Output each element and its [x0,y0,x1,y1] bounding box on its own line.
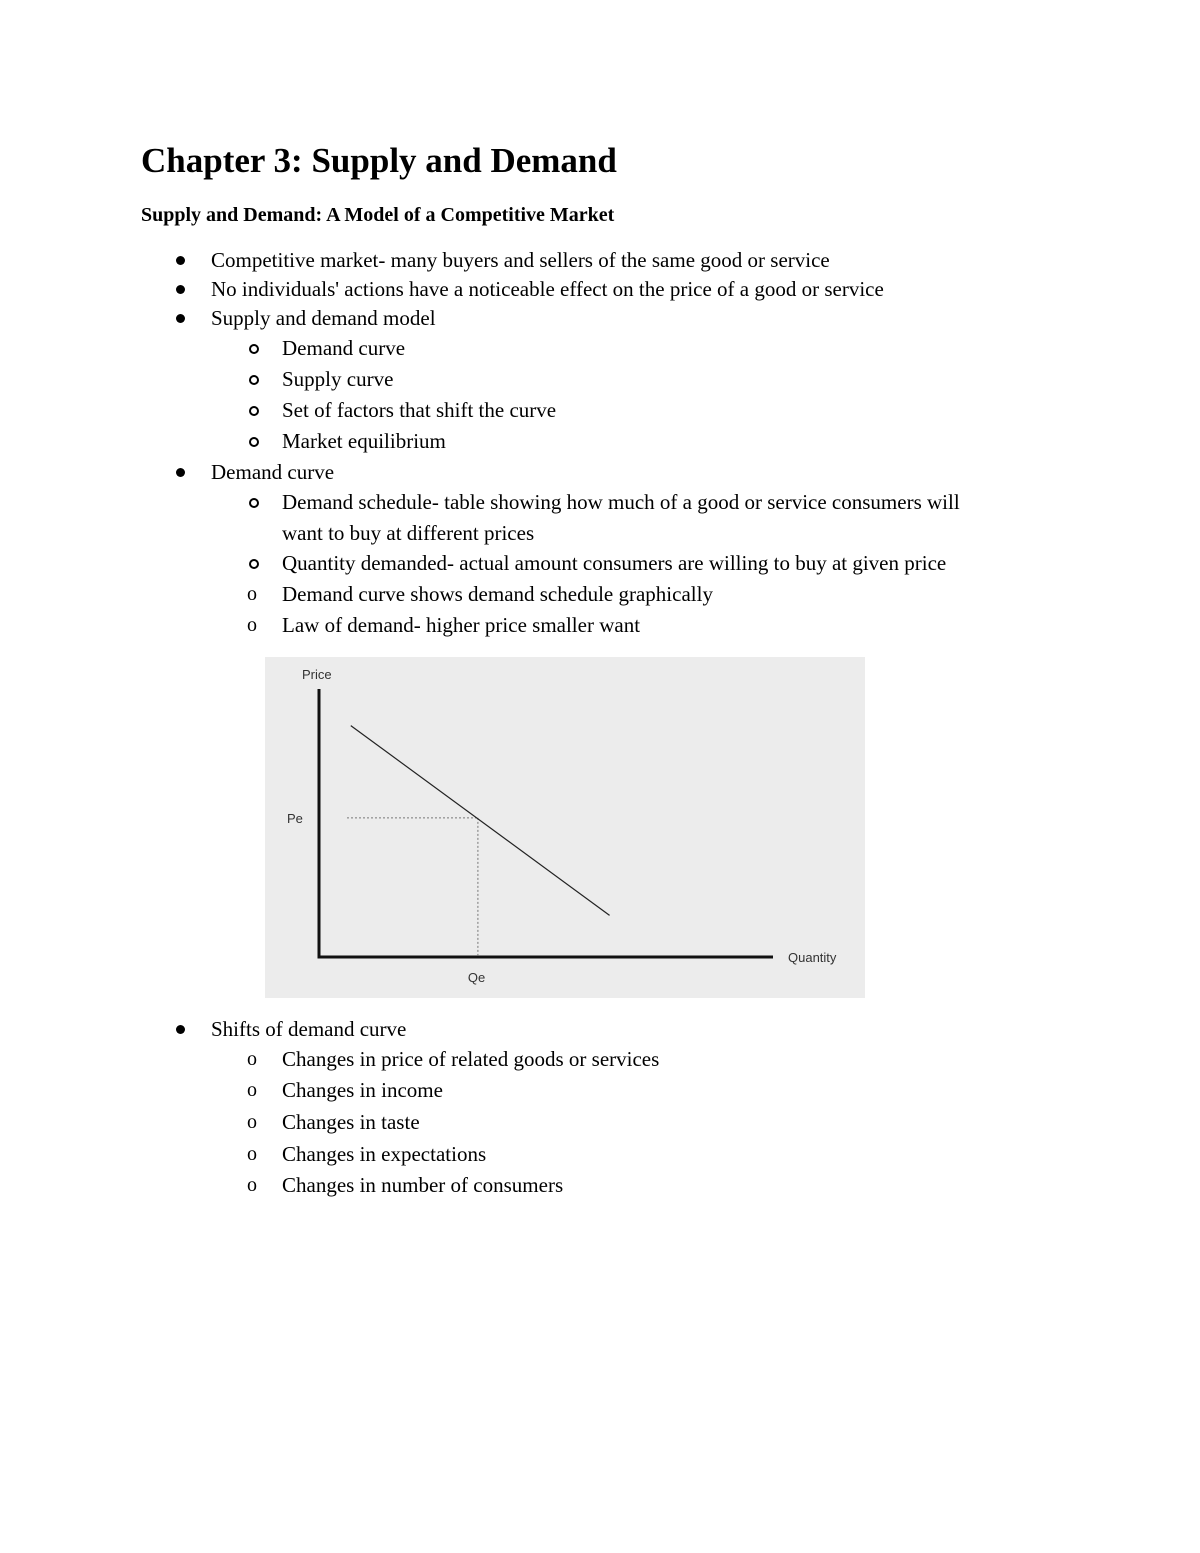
x-axis-label: Quantity [788,950,837,965]
demand-curve-chart [265,657,865,998]
bullet-letter-o-icon: o [247,1174,257,1196]
demand-chart-svg [265,657,865,998]
bullet-ring-icon [249,559,259,569]
bullet-ring-icon [249,406,259,416]
bullet-letter-o-icon: o [247,614,257,636]
quantity-equilibrium-label: Qe [467,970,486,985]
demand-curve-line [351,726,610,916]
bullet-letter-o-icon: o [247,583,257,605]
bullet-letter-o-icon: o [247,1079,257,1101]
bullet-ring-icon [249,498,259,508]
bullet-ring-icon [249,437,259,447]
bullet-disc-icon [176,468,185,477]
bullet-letter-o-icon: o [247,1048,257,1070]
bullet-disc-icon [176,256,185,265]
series-layer [351,726,610,916]
bullet-ring-icon [249,344,259,354]
bullet-disc-icon [176,285,185,294]
bullet-ring-icon [249,375,259,385]
y-axis-label: Price [302,667,332,682]
document-page: Chapter 3: Supply and Demand Supply and Demand: A Model of a Competitive Market Competitive market- many buyers and sellers of the same good or service No individuals' actions have a noticeable effect on the price of a good or service Supply and demand model Demand curve Supply curve Set of factors that shift the curve Market equilibrium Demand curve Demand schedule- table showing how much of a good or service consumers will want to buy at different prices Quantity demanded- actual amount consumers are willing to buy at given price o Demand curve shows demand schedule graphically o Law of demand- higher price smaller want Price Quantity Pe Qe Shifts of demand curve o Changes in price of related goods or services o Changes in income o Changes in taste o Changes in expectations o Changes in number of consumers [0,0,1200,1553]
price-equilibrium-label: Pe [287,810,303,826]
section-heading: Supply and Demand: A Model of a Competitive Market [141,204,615,226]
bullet-letter-o-icon: o [247,1143,257,1165]
chapter-title: Chapter 3: Supply and Demand [141,141,617,180]
bullet-disc-icon [176,314,185,323]
bullet-letter-o-icon: o [247,1111,257,1133]
bullet-disc-icon [176,1025,185,1034]
